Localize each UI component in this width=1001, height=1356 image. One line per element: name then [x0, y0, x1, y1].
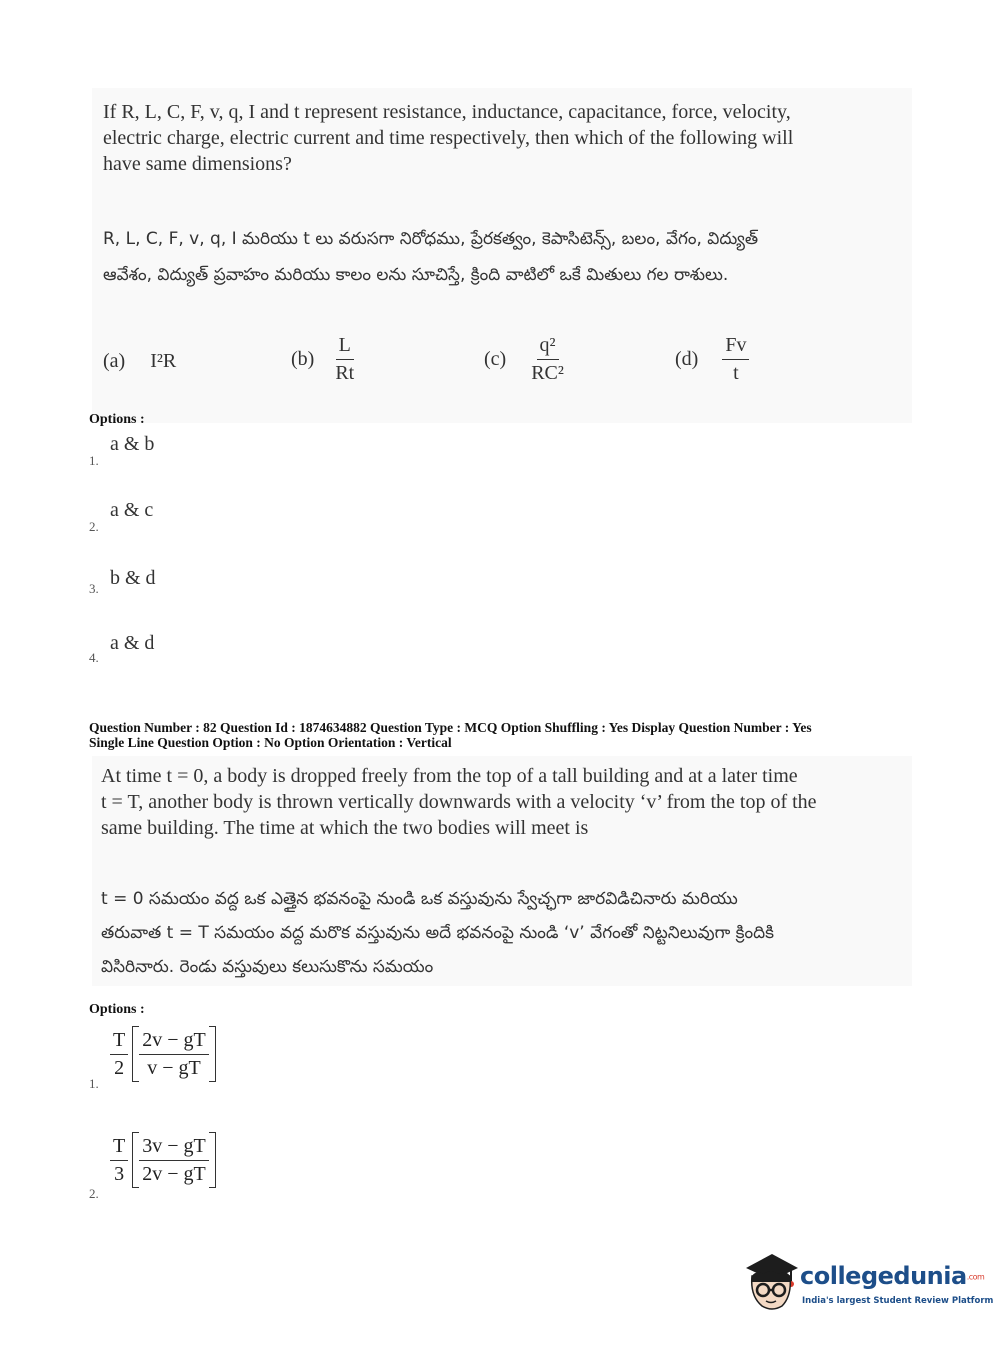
choice-c-fraction — [528, 334, 567, 385]
left-bracket — [132, 1026, 139, 1082]
question1-option-3[interactable] — [88, 567, 208, 607]
question2-english-line: At time t = 0, a body is dropped freely from the top of a tall building and at a later time — [101, 765, 798, 787]
choice-d — [675, 334, 749, 385]
choice-c-numerator: q² — [537, 334, 559, 360]
option-formula — [110, 1132, 216, 1188]
question1-english-line: If R, L, C, F, v, q, I and t represent resistance, inductance, capacitance, force, velocity, — [103, 101, 791, 123]
coefficient-denominator: 2 — [114, 1056, 125, 1079]
question1-english — [103, 99, 793, 177]
choice-d-numerator: Fv — [722, 334, 749, 360]
coefficient-denominator: 3 — [114, 1162, 125, 1185]
option-number: 3. — [89, 581, 99, 596]
choice-b-fraction — [332, 334, 357, 385]
question1-option-1[interactable] — [88, 433, 208, 473]
question1-telugu-line: R, L, C, F, v, q, I మరియు t లు వరుసగా నిరోధము, ప్రేరకత్వం, కెపాసిటెన్స్, బలం, వేగం, విద్యుత్ — [103, 229, 759, 249]
main-denominator: 2v − gT — [142, 1162, 206, 1185]
main-fraction — [139, 1029, 209, 1080]
question1-english-line: electric charge, electric current and time respectively, then which of the following will — [103, 127, 794, 149]
question-meta-line: Question Number : 82 Question Id : 1874634882 Question Type : MCQ Option Shuffling : Yes Display Question Number : Yes — [89, 720, 812, 735]
question2-option-1[interactable] — [88, 1024, 248, 1096]
choice-a — [103, 350, 176, 373]
collegedunia-logo[interactable] — [742, 1250, 994, 1320]
coefficient-numerator: T — [110, 1029, 128, 1055]
question2-telugu — [101, 882, 774, 984]
logo-tagline: India's largest Student Review Platform — [802, 1296, 994, 1306]
logo-brand: collegedunia — [800, 1262, 967, 1290]
question2-options-label: Options : — [89, 1002, 145, 1017]
question2-english — [101, 763, 817, 841]
option-number: 2. — [89, 519, 99, 534]
option-formula — [110, 1026, 216, 1082]
choice-a-label: (a) — [103, 350, 126, 372]
option-number: 1. — [89, 453, 99, 468]
option-text: a & d — [110, 632, 155, 654]
option-number: 1. — [89, 1076, 99, 1091]
question-meta-line: Single Line Question Option : No Option Orientation : Vertical — [89, 735, 452, 750]
logo-wordmark — [800, 1262, 984, 1290]
choice-d-denominator: t — [733, 362, 739, 384]
question2-english-line: same building. The time at which the two bodies will meet is — [101, 817, 589, 839]
option-number: 4. — [89, 650, 99, 665]
choice-a-expr: I²R — [150, 350, 177, 372]
coefficient-fraction — [110, 1135, 128, 1186]
main-numerator: 3v − gT — [139, 1135, 209, 1161]
option-text: a & c — [110, 499, 154, 521]
question1-option-4[interactable] — [88, 632, 208, 672]
choice-d-label: (d) — [675, 348, 699, 370]
main-numerator: 2v − gT — [139, 1029, 209, 1055]
choice-c — [484, 334, 567, 385]
question2-english-line: t = T, another body is thrown vertically downwards with a velocity ‘v’ from the top of the — [101, 791, 817, 813]
question2-telugu-line: తరువాత t = T సమయం వద్ద మరొక వస్తువును అదే భవనంపై నుండి ‘v’ వేగంతో నిట్టనిలువుగా క్రిందికి — [101, 923, 775, 943]
question1-options-label: Options : — [89, 412, 145, 427]
question-meta — [89, 720, 989, 750]
question2-telugu-line: t = 0 సమయం వద్ద ఒక ఎత్తైన భవనంపై నుండి ఒక వస్తువును స్వేచ్ఛగా జారవిడిచినారు మరియు — [101, 889, 738, 909]
option-text: b & d — [110, 567, 156, 589]
question1-telugu-line: ఆవేశం, విద్యుత్ ప్రవాహం మరియు కాలం లను సూచిస్తే, క్రింది వాటిలో ఒకే మితులు గల రాశులు. — [103, 265, 729, 285]
choice-d-fraction — [722, 334, 749, 385]
coefficient-fraction — [110, 1029, 128, 1080]
choice-b — [291, 334, 357, 385]
right-bracket — [209, 1026, 216, 1082]
main-denominator: v − gT — [147, 1056, 201, 1079]
choice-c-label: (c) — [484, 348, 507, 370]
logo-suffix: .com — [966, 1272, 985, 1282]
left-bracket — [132, 1132, 139, 1188]
main-fraction — [139, 1135, 209, 1186]
option-number: 2. — [89, 1186, 99, 1201]
question1-english-line: have same dimensions? — [103, 153, 292, 175]
choice-b-denominator: Rt — [335, 362, 355, 384]
option-text: a & b — [110, 433, 155, 455]
coefficient-numerator: T — [110, 1135, 128, 1161]
question2-option-2[interactable] — [88, 1130, 248, 1202]
choice-b-label: (b) — [291, 348, 315, 370]
question1-telugu — [103, 221, 758, 293]
question2-telugu-line: విసిరినారు. రెండు వస్తువులు కలుసుకొను సమయం — [101, 957, 434, 977]
student-mascot-icon — [742, 1250, 800, 1312]
choice-b-numerator: L — [336, 334, 354, 360]
question1-option-2[interactable] — [88, 499, 208, 539]
choice-c-denominator: RC² — [531, 362, 564, 384]
right-bracket — [209, 1132, 216, 1188]
